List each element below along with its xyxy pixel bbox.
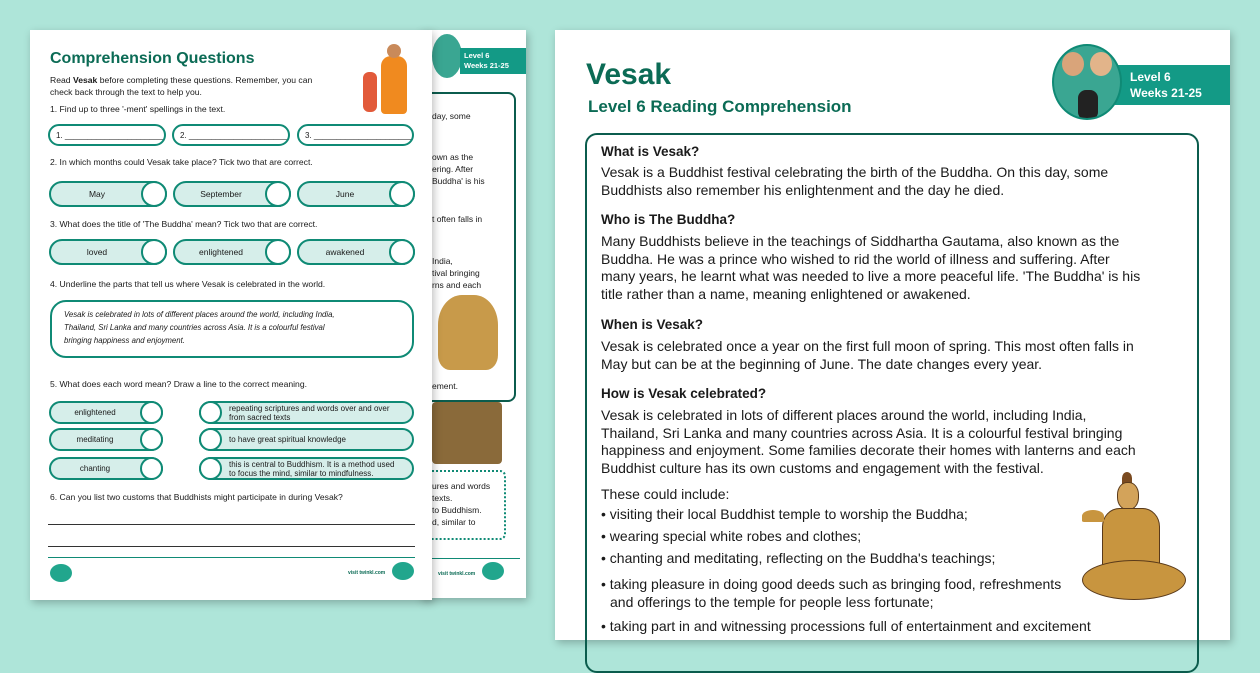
section-heading: How is Vesak celebrated? bbox=[601, 386, 767, 401]
footer-url[interactable]: visit twinkl.com bbox=[438, 571, 476, 577]
word-label: enlightened bbox=[74, 408, 116, 417]
page-title: Vesak bbox=[586, 58, 672, 91]
fragment: tival bringing bbox=[432, 268, 480, 278]
twinkl-logo bbox=[482, 562, 504, 580]
word-enlightened[interactable] bbox=[49, 401, 163, 424]
tick-circle[interactable] bbox=[265, 239, 291, 265]
section-text: Many Buddhists believe in the teachings of Siddhartha Gautama, also known as the Buddha. He was a prince who wished to rid the world of illness and suffering. After many years, he learnt what was needed to live a more peaceful life. 'The Buddha' is his title rather than a name, meaning enlightened or awakened. bbox=[601, 233, 1141, 302]
badge-weeks: Weeks 21-25 bbox=[464, 61, 509, 70]
bullet-item: • taking part in and witnessing processions full of entertainment and excitement bbox=[601, 618, 1091, 634]
answer-line[interactable] bbox=[48, 546, 415, 547]
word-meditating[interactable] bbox=[49, 428, 163, 451]
meaning-line: from sacred texts bbox=[229, 412, 291, 422]
buddha-illustration bbox=[438, 295, 498, 370]
fragment: own as the bbox=[432, 152, 474, 162]
meaning-3[interactable] bbox=[199, 457, 414, 480]
answer-line[interactable] bbox=[48, 524, 415, 525]
option-label: awakened bbox=[325, 247, 365, 257]
children-illustration bbox=[1052, 44, 1122, 120]
bullet-item: • wearing special white robes and clothes; bbox=[601, 528, 862, 544]
bullet-item: • taking pleasure in doing good deeds such as bringing food, refreshments and offerings to the temple for people less fortunate; bbox=[601, 576, 1062, 610]
passage-line: Vesak is celebrated in lots of different places around the world, including India, bbox=[64, 310, 335, 319]
section-text: Vesak is celebrated in lots of different places around the world, including India, Thailand, Sri Lanka and many countries across Asia. It is a colourful festival bringing happiness and enjoyment. Some families decorate their homes with lanterns and each Buddhist culture has its own customs and engagement with the festival. bbox=[601, 407, 1136, 476]
twinkl-logo bbox=[392, 562, 414, 580]
meaning-2[interactable] bbox=[199, 428, 414, 451]
fragment: t often falls in bbox=[432, 214, 483, 224]
question-4: 4. Underline the parts that tell us where Vesak is celebrated in the world. bbox=[50, 279, 326, 289]
fragment: texts. bbox=[432, 493, 453, 503]
middle-worksheet-page bbox=[420, 30, 526, 598]
children-illustration bbox=[432, 34, 462, 78]
option-may[interactable] bbox=[49, 181, 167, 207]
word-chanting[interactable] bbox=[49, 457, 163, 480]
option-label: enlightened bbox=[199, 247, 243, 257]
option-awakened[interactable] bbox=[297, 239, 415, 265]
option-loved[interactable] bbox=[49, 239, 167, 265]
footer-divider bbox=[48, 557, 415, 558]
match-circle[interactable] bbox=[199, 428, 222, 451]
fragment: ering. After bbox=[432, 164, 474, 174]
bullet-item: • visiting their local Buddhist temple to worship the Buddha; bbox=[601, 506, 968, 522]
fragment: India, bbox=[432, 256, 453, 266]
fragment: d, similar to bbox=[432, 517, 476, 527]
passage-line: bringing happiness and enjoyment. bbox=[64, 336, 185, 345]
reading-comprehension-page bbox=[555, 30, 1230, 640]
fragment: day, some bbox=[432, 111, 471, 121]
comprehension-questions-page bbox=[30, 30, 432, 600]
option-enlightened[interactable] bbox=[173, 239, 291, 265]
question-3: 3. What does the title of 'The Buddha' mean? Tick two that are correct. bbox=[50, 219, 318, 229]
tick-circle[interactable] bbox=[141, 239, 167, 265]
meaning-line: to focus the mind, similar to mindfulness. bbox=[229, 468, 374, 478]
option-label: September bbox=[200, 189, 242, 199]
answer-box-2[interactable]: 2. ______________________ bbox=[172, 124, 290, 146]
question-5: 5. What does each word mean? Draw a line to the correct meaning. bbox=[50, 379, 307, 389]
word-label: meditating bbox=[76, 435, 114, 444]
meaning-line: this is central to Buddhism. It is a method used bbox=[229, 459, 395, 469]
option-label: loved bbox=[86, 247, 108, 257]
fragment: ement. bbox=[432, 381, 458, 391]
footer-divider bbox=[420, 558, 520, 559]
question-6: 6. Can you list two customs that Buddhists might participate in during Vesak? bbox=[50, 492, 343, 502]
list-intro: These could include: bbox=[601, 486, 730, 502]
tick-circle[interactable] bbox=[141, 181, 167, 207]
fragment: to Buddhism. bbox=[432, 505, 482, 515]
tick-circle[interactable] bbox=[389, 181, 415, 207]
twinkl-phonics-logo bbox=[50, 564, 72, 582]
level-badge bbox=[460, 48, 526, 74]
festival-illustration bbox=[432, 402, 502, 464]
section-text: Vesak is a Buddhist festival celebrating the birth of the Buddha. On this day, some Buddhists also remember his enlightenment and the day he died. bbox=[601, 164, 1109, 198]
badge-weeks: Weeks 21-25 bbox=[1130, 86, 1202, 100]
section-heading: What is Vesak? bbox=[601, 144, 700, 159]
intro-text-line2: check back through the text to help you. bbox=[50, 87, 202, 97]
monk-and-child-illustration bbox=[355, 44, 415, 120]
meaning-1[interactable] bbox=[199, 401, 414, 424]
page-subtitle: Level 6 Reading Comprehension bbox=[588, 97, 852, 116]
answer-box-3[interactable]: 3. ______________________ bbox=[297, 124, 414, 146]
answer-box-1[interactable]: 1. ______________________ bbox=[48, 124, 166, 146]
passage-line: Thailand, Sri Lanka and many countries across Asia. It is a colourful festival bbox=[64, 323, 325, 332]
option-june[interactable] bbox=[297, 181, 415, 207]
footer-url[interactable]: visit twinkl.com bbox=[348, 570, 386, 576]
section-heading: When is Vesak? bbox=[601, 317, 704, 332]
fragment: ures and words bbox=[432, 481, 491, 491]
worksheet-title: Comprehension Questions bbox=[50, 50, 255, 67]
badge-level: Level 6 bbox=[1130, 70, 1171, 84]
section-text: Vesak is celebrated once a year on the first full moon of spring. This most often falls in May but can be at the beginning of June. The date changes every year. bbox=[601, 338, 1134, 372]
level-badge bbox=[1115, 65, 1230, 105]
tick-circle[interactable] bbox=[389, 239, 415, 265]
match-circle[interactable] bbox=[140, 401, 163, 424]
buddha-illustration bbox=[1080, 470, 1190, 602]
word-label: chanting bbox=[79, 464, 111, 473]
match-circle[interactable] bbox=[140, 428, 163, 451]
meaning-line: to have great spiritual knowledge bbox=[229, 435, 346, 444]
question-1: 1. Find up to three '-ment' spellings in the text. bbox=[50, 104, 226, 114]
option-label: May bbox=[88, 189, 106, 199]
section-heading: Who is The Buddha? bbox=[601, 212, 736, 227]
tick-circle[interactable] bbox=[265, 181, 291, 207]
underline-passage[interactable] bbox=[50, 300, 414, 358]
bullet-item: • chanting and meditating, reflecting on the Buddha's teachings; bbox=[601, 550, 996, 566]
option-label: June bbox=[335, 189, 355, 199]
fragment: rns and each bbox=[432, 280, 482, 290]
question-2: 2. In which months could Vesak take place? Tick two that are correct. bbox=[50, 157, 313, 167]
match-circle[interactable] bbox=[199, 457, 222, 480]
match-circle[interactable] bbox=[140, 457, 163, 480]
badge-level: Level 6 bbox=[464, 51, 490, 60]
meaning-line: repeating scriptures and words over and over bbox=[229, 403, 390, 413]
intro-text: Read Vesak before completing these questions. Remember, you can bbox=[50, 75, 313, 85]
option-september[interactable] bbox=[173, 181, 291, 207]
fragment: Buddha' is his bbox=[432, 176, 485, 186]
match-circle[interactable] bbox=[199, 401, 222, 424]
